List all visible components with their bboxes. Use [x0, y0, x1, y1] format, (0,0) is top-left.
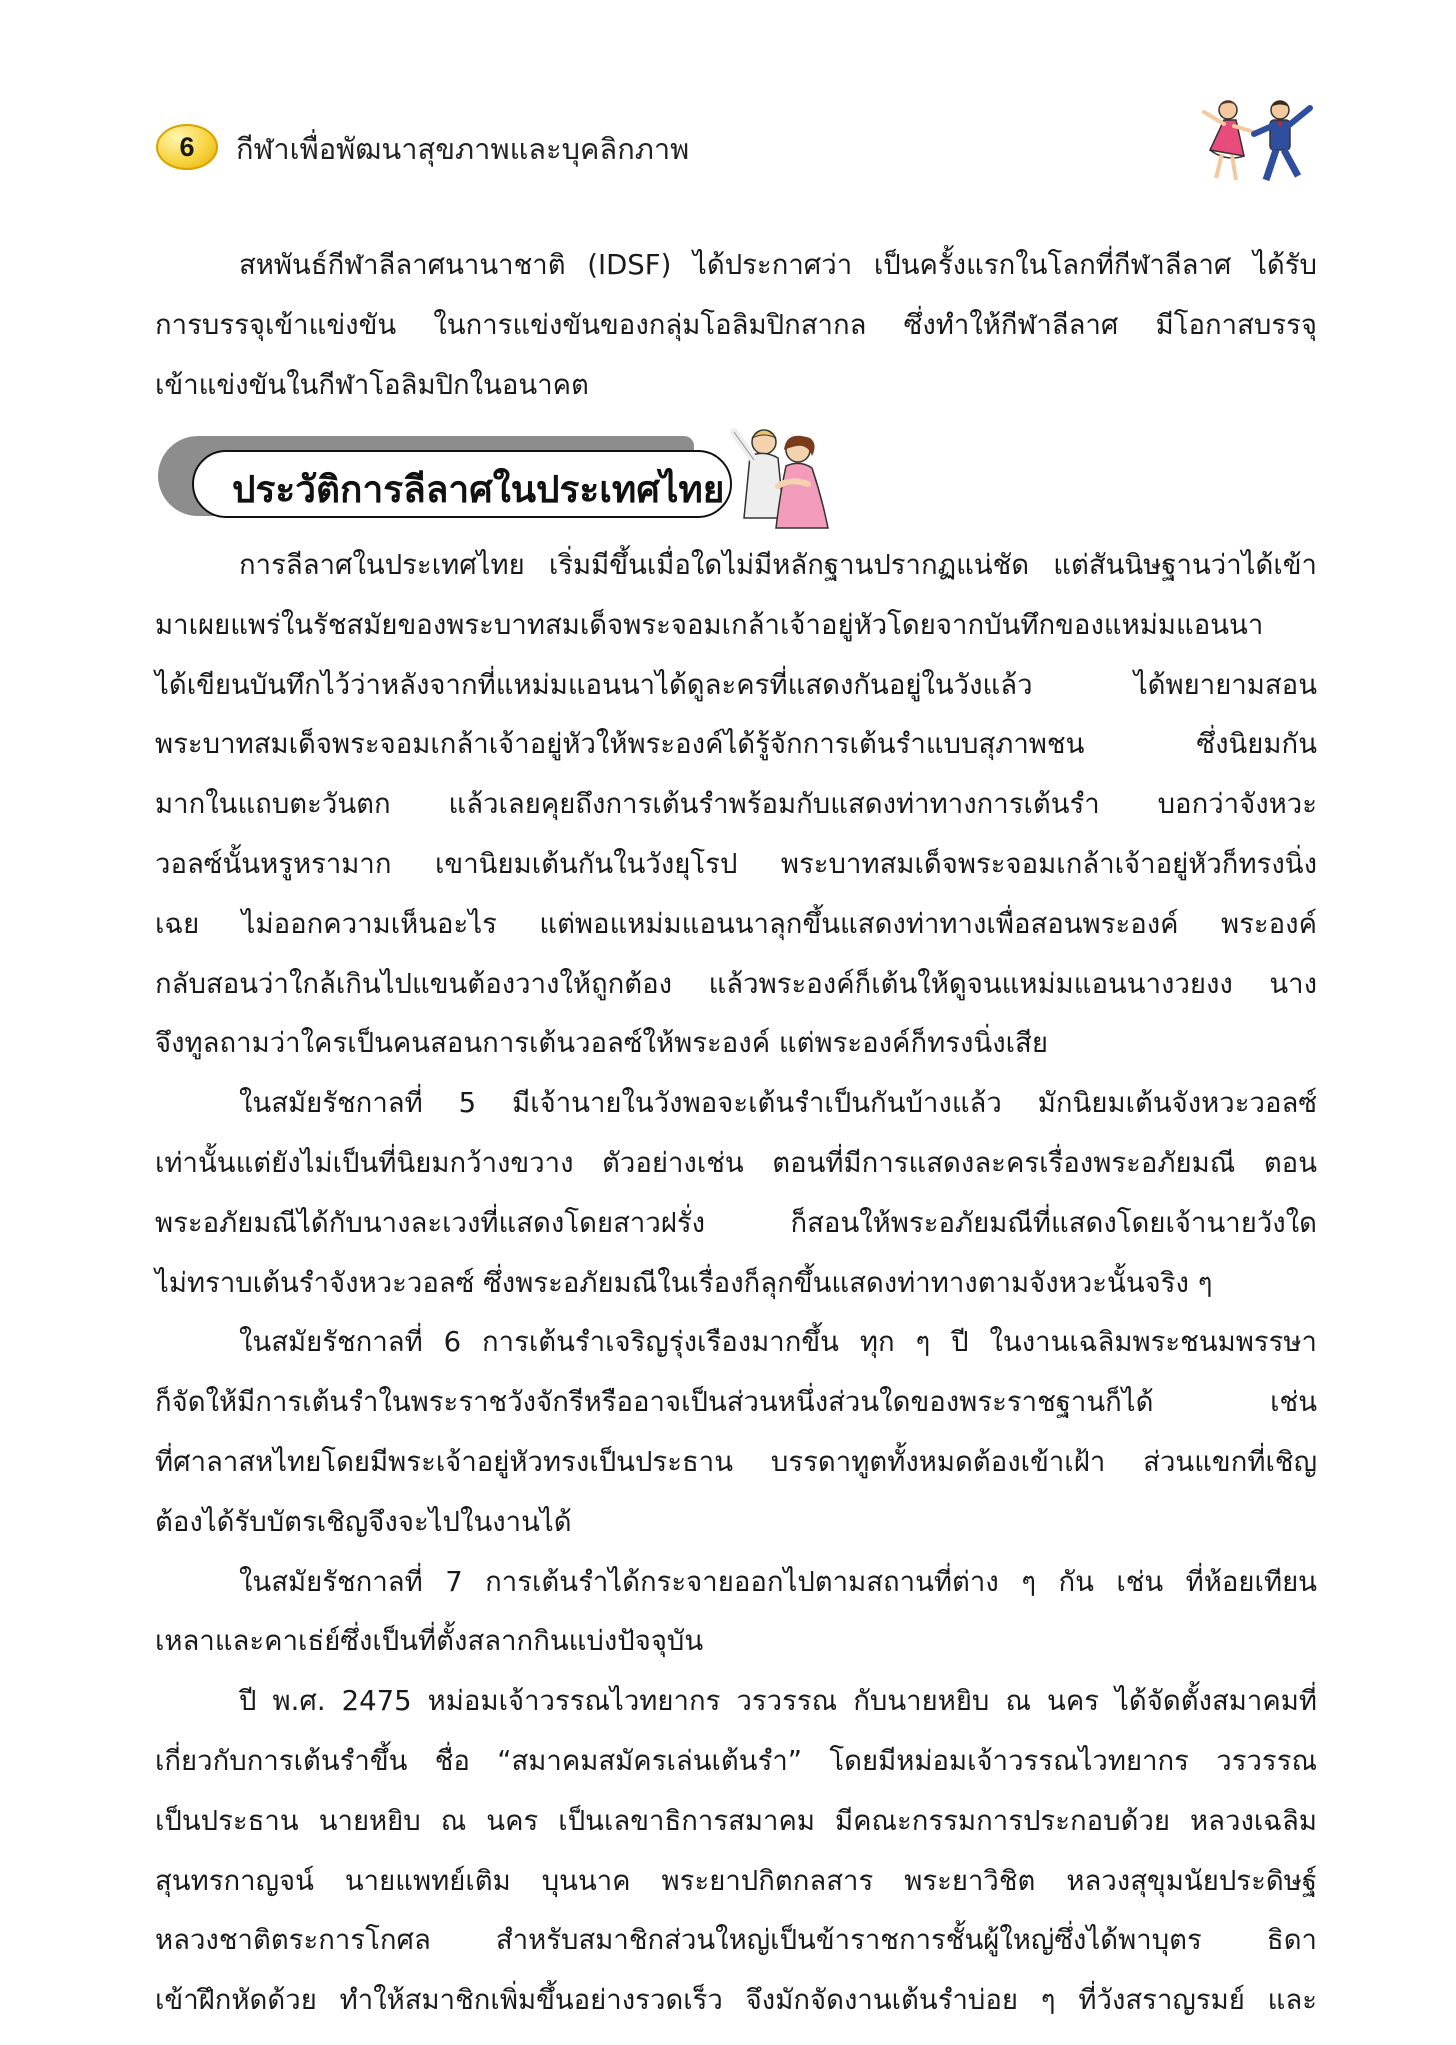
text-line: สุนทรกาญจน์ นายแพทย์เติม บุนนาค พระยาปกิตกลสาร พระยาวิชิต หลวงสุขุมนัยประดิษฐ์ — [155, 1864, 1317, 1897]
page-number-badge — [156, 124, 218, 170]
text-line: ก็จัดให้มีการเต้นรำในพระราชวังจักรีหรืออาจเป็นส่วนหนึ่งส่วนใดของพระราชฐานก็ได้ เช่น — [155, 1386, 1317, 1419]
text-line: ในสมัยรัชกาลที่ 7 การเต้นรำได้กระจายออกไปตามสถานที่ต่าง ๆ กัน เช่น ที่ห้อยเทียน — [239, 1565, 1317, 1598]
dancing-couple-icon — [1186, 92, 1322, 188]
text-line: เป็นประธาน นายหยิบ ณ นคร เป็นเลขาธิการสมาคม มีคณะกรรมการประกอบด้วย หลวงเฉลิม — [155, 1804, 1317, 1837]
text-line: สหพันธ์กีฬาลีลาศนานาชาติ (IDSF) ได้ประกาศว่า เป็นครั้งแรกในโลกที่กีฬาลีลาศ ได้รับ — [239, 249, 1317, 281]
text-line: ได้เขียนบันทึกไว้ว่าหลังจากที่แหม่มแอนนาได้ดูละครที่แสดงกันอยู่ในวังแล้ว ได้พยายามสอน — [155, 668, 1317, 701]
intro-paragraph — [155, 236, 1317, 415]
text-line: พระอภัยมณีได้กับนางละเวงที่แสดงโดยสาวฝรั่ง ก็สอนให้พระอภัยมณีที่แสดงโดยเจ้านายวังใด — [155, 1206, 1317, 1239]
body-text — [155, 536, 1317, 2031]
text-line: เข้าฝึกหัดด้วย ทำให้สมาชิกเพิ่มขึ้นอย่างรวดเร็ว จึงมักจัดงานเต้นรำบ่อย ๆ ที่วังสราญรมย์ และ — [155, 1984, 1317, 2017]
section-title: ประวัติการลีลาศในประเทศไทย — [232, 468, 725, 511]
text-line: ต้องได้รับบัตรเชิญจึงจะไปในงานได้ — [155, 1505, 572, 1538]
text-line: จึงทูลถามว่าใครเป็นคนสอนการเต้นวอลซ์ให้พระองค์ แต่พระองค์ก็ทรงนิ่งเสีย — [155, 1027, 1048, 1060]
text-line: ในสมัยรัชกาลที่ 6 การเต้นรำเจริญรุ่งเรืองมากขึ้น ทุก ๆ ปี ในงานเฉลิมพระชนมพรรษา — [239, 1326, 1317, 1359]
text-line: วอลซ์นั้นหรูหรามาก เขานิยมเต้นกันในวังยุโรป พระบาทสมเด็จพระจอมเกล้าเจ้าอยู่หัวก็ทรงนิ่ง — [155, 847, 1317, 880]
text-line: หลวงชาติตระการโกศล สำหรับสมาชิกส่วนใหญ่เป็นข้าราชการชั้นผู้ใหญ่ซึ่งได้พาบุตร ธิดา — [155, 1924, 1317, 1957]
text-line: เกี่ยวกับการเต้นรำขึ้น ชื่อ “สมาคมสมัครเล่นเต้นรำ” โดยมีหม่อมเจ้าวรรณไวทยากร วรวรรณ — [155, 1744, 1317, 1777]
text-line: เข้าแข่งขันในกีฬาโอลิมปิกในอนาคต — [155, 368, 589, 401]
text-line: ปี พ.ศ. 2475 หม่อมเจ้าวรรณไวทยากร วรวรรณ กับนายหยิบ ณ นคร ได้จัดตั้งสมาคมที่ — [239, 1685, 1317, 1718]
ballroom-couple-icon — [720, 420, 852, 532]
text-line: ในสมัยรัชกาลที่ 5 มีเจ้านายในวังพอจะเต้นรำเป็นกันบ้างแล้ว มักนิยมเต้นจังหวะวอลซ์ — [239, 1087, 1317, 1120]
text-line: กลับสอนว่าใกล้เกินไปแขนต้องวางให้ถูกต้อง แล้วพระองค์ก็เต้นให้ดูจนแหม่มแอนนางวยงง นาง — [155, 967, 1317, 1000]
text-line: ไม่ทราบเต้นรำจังหวะวอลซ์ ซึ่งพระอภัยมณีในเรื่องก็ลุกขึ้นแสดงท่าทางตามจังหวะนั้นจริง ๆ — [155, 1266, 1213, 1299]
text-line: ที่ศาลาสหไทยโดยมีพระเจ้าอยู่หัวทรงเป็นประธาน บรรดาทูตทั้งหมดต้องเข้าเฝ้า ส่วนแขกที่เชิญ — [155, 1445, 1317, 1478]
text-line: เท่านั้นแต่ยังไม่เป็นที่นิยมกว้างขวาง ตัวอย่างเช่น ตอนที่มีการแสดงละครเรื่องพระอภัยมณี ตอน — [155, 1146, 1317, 1179]
text-line: มากในแถบตะวันตก แล้วเลยคุยถึงการเต้นรำพร้อมกับแสดงท่าทางการเต้นรำ บอกว่าจังหวะ — [155, 788, 1317, 821]
text-line: การบรรจุเข้าแข่งขัน ในการแข่งขันของกลุ่มโอลิมปิกสากล ซึ่งทำให้กีฬาลีลาศ มีโอกาสบรรจุ — [155, 308, 1317, 341]
section-heading — [158, 436, 725, 524]
text-line: พระบาทสมเด็จพระจอมเกล้าเจ้าอยู่หัวให้พระองค์ได้รู้จักการเต้นรำแบบสุภาพชน ซึ่งนิยมกัน — [155, 728, 1317, 761]
text-line: เฉย ไม่ออกความเห็นอะไร แต่พอแหม่มแอนนาลุกขึ้นแสดงท่าทางเพื่อสอนพระองค์ พระองค์ — [155, 907, 1317, 940]
text-line: มาเผยแพร่ในรัชสมัยของพระบาทสมเด็จพระจอมเกล้าเจ้าอยู่หัวโดยจากบันทึกของแหม่มแอนนา — [155, 608, 1264, 641]
text-line: การลีลาศในประเทศไทย เริ่มมีขึ้นเมื่อใดไม่มีหลักฐานปรากฏแน่ชัด แต่สันนิษฐานว่าได้เข้า — [239, 549, 1317, 581]
text-line: เหลาและคาเธ่ย์ซึ่งเป็นที่ตั้งสลากกินแบ่งปัจจุบัน — [155, 1625, 704, 1658]
running-title: กีฬาเพื่อพัฒนาสุขภาพและบุคลิกภาพ — [236, 132, 690, 166]
page-number: 6 — [179, 131, 195, 162]
